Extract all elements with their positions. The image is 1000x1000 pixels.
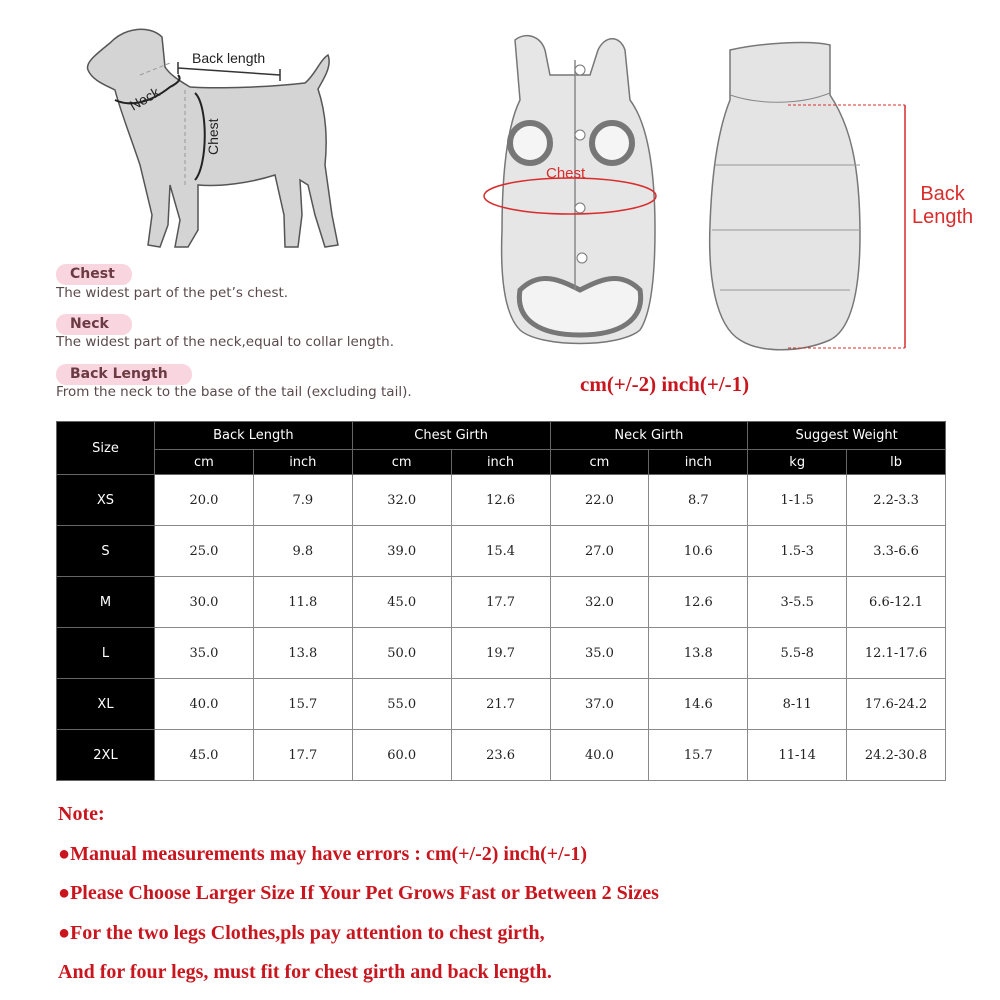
- legend-term-neck: Neck: [56, 314, 132, 335]
- table-cell: 15.7: [253, 679, 352, 730]
- neck-text: Neck: [126, 83, 163, 114]
- table-cell: 32.0: [550, 577, 649, 628]
- table-cell: 21.7: [451, 679, 550, 730]
- table-row: [57, 577, 946, 628]
- table-cell: 3-5.5: [748, 577, 847, 628]
- size-label: XL: [57, 679, 155, 730]
- back-length-bar: [178, 68, 280, 75]
- unit-header: inch: [649, 450, 748, 475]
- table-cell: 5.5-8: [748, 628, 847, 679]
- table-cell: 15.4: [451, 526, 550, 577]
- unit-header: cm: [550, 450, 649, 475]
- table-cell: 45.0: [155, 730, 254, 781]
- chest-text: Chest: [205, 118, 221, 155]
- unit-header: lb: [847, 450, 946, 475]
- unit-header: inch: [451, 450, 550, 475]
- table-cell: 3.3-6.6: [847, 526, 946, 577]
- table-cell: 50.0: [352, 628, 451, 679]
- table-cell: 55.0: [352, 679, 451, 730]
- table-cell: 27.0: [550, 526, 649, 577]
- header-neck-girth: Neck Girth: [550, 422, 748, 450]
- table-cell: 7.9: [253, 475, 352, 526]
- table-row: [57, 526, 946, 577]
- table-cell: 30.0: [155, 577, 254, 628]
- note-line: And for four legs, must fit for chest girth and back length.: [58, 961, 552, 983]
- table-cell: 14.6: [649, 679, 748, 730]
- back-length-text: Back length: [192, 50, 266, 66]
- table-cell: 35.0: [550, 628, 649, 679]
- header-chest-girth: Chest Girth: [352, 422, 550, 450]
- tolerance-text: cm(+/-2) inch(+/-1): [580, 372, 750, 396]
- legend-desc-chest: The widest part of the pet’s chest.: [56, 285, 289, 301]
- table-cell: 60.0: [352, 730, 451, 781]
- legend-desc-back-length: From the neck to the base of the tail (excluding tail).: [56, 384, 412, 400]
- size-label: S: [57, 526, 155, 577]
- table-cell: 20.0: [155, 475, 254, 526]
- table-cell: 15.7: [649, 730, 748, 781]
- note-line: ●Manual measurements may have errors : cm(+/-2) inch(+/-1): [58, 843, 588, 865]
- table-row: [57, 730, 946, 781]
- unit-header: cm: [352, 450, 451, 475]
- size-label: XS: [57, 475, 155, 526]
- coat-front-image: [480, 30, 680, 350]
- table-cell: 8-11: [748, 679, 847, 730]
- table-cell: 12.1-17.6: [847, 628, 946, 679]
- coat-back-image: [700, 35, 910, 355]
- table-cell: 40.0: [155, 679, 254, 730]
- table-cell: 45.0: [352, 577, 451, 628]
- table-cell: 12.6: [649, 577, 748, 628]
- table-cell: 1.5-3: [748, 526, 847, 577]
- unit-header: cm: [155, 450, 254, 475]
- notes-title: Note:: [58, 803, 105, 825]
- note-line: ●For the two legs Clothes,pls pay attention to chest girth,: [58, 922, 545, 944]
- back-length-line2: Length: [912, 206, 974, 228]
- table-cell: 23.6: [451, 730, 550, 781]
- unit-header: inch: [253, 450, 352, 475]
- table-cell: 13.8: [649, 628, 748, 679]
- table-cell: 13.8: [253, 628, 352, 679]
- table-cell: 17.7: [451, 577, 550, 628]
- table-cell: 22.0: [550, 475, 649, 526]
- size-label: 2XL: [57, 730, 155, 781]
- table-cell: 2.2-3.3: [847, 475, 946, 526]
- table-cell: 25.0: [155, 526, 254, 577]
- coat-back-length-label: [912, 183, 973, 229]
- table-cell: 1-1.5: [748, 475, 847, 526]
- header-suggest-weight: Suggest Weight: [748, 422, 946, 450]
- size-header: Size: [57, 422, 155, 475]
- note-line: ●Please Choose Larger Size If Your Pet Grows Fast or Between 2 Sizes: [58, 882, 659, 904]
- table-cell: 12.6: [451, 475, 550, 526]
- legend-term-back-length: Back Length: [56, 364, 192, 385]
- size-chart-table: [56, 421, 946, 781]
- table-cell: 10.6: [649, 526, 748, 577]
- table-row: [57, 679, 946, 730]
- table-cell: 8.7: [649, 475, 748, 526]
- size-label: M: [57, 577, 155, 628]
- header-back-length: Back Length: [155, 422, 353, 450]
- table-cell: 32.0: [352, 475, 451, 526]
- table-cell: 17.6-24.2: [847, 679, 946, 730]
- table-cell: 9.8: [253, 526, 352, 577]
- legend-term-chest: Chest: [56, 264, 132, 285]
- table-row: [57, 628, 946, 679]
- table-row: [57, 475, 946, 526]
- coat-chest-label: Chest: [546, 165, 586, 182]
- table-cell: 37.0: [550, 679, 649, 730]
- table-cell: 24.2-30.8: [847, 730, 946, 781]
- table-cell: 6.6-12.1: [847, 577, 946, 628]
- table-cell: 17.7: [253, 730, 352, 781]
- table-cell: 35.0: [155, 628, 254, 679]
- unit-header: kg: [748, 450, 847, 475]
- dog-measurement-diagram: [70, 15, 350, 260]
- table-cell: 11.8: [253, 577, 352, 628]
- size-label: L: [57, 628, 155, 679]
- legend-desc-neck: The widest part of the neck,equal to collar length.: [56, 334, 395, 350]
- back-length-line1: Back: [920, 183, 965, 205]
- table-cell: 40.0: [550, 730, 649, 781]
- table-cell: 19.7: [451, 628, 550, 679]
- table-cell: 39.0: [352, 526, 451, 577]
- table-cell: 11-14: [748, 730, 847, 781]
